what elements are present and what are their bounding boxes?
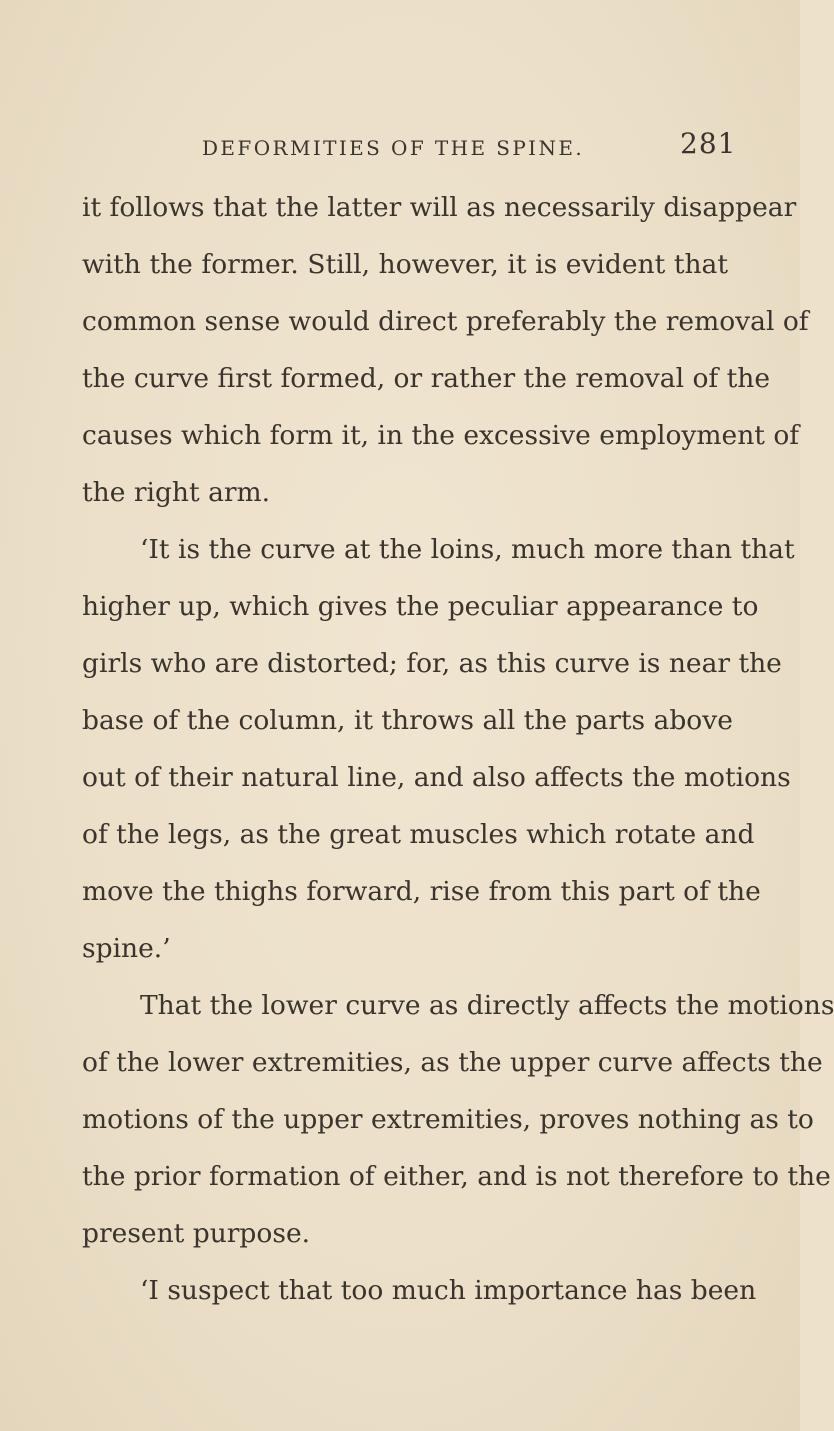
text-line: out of their natural line, and also affects the motions (82, 762, 791, 793)
text-line: That the lower curve as directly affects the motions (140, 990, 834, 1021)
page-header (0, 128, 800, 168)
text-line: it follows that the latter will as necessarily disappear (82, 192, 797, 223)
text-line: base of the column, it throws all the parts above (82, 705, 733, 736)
text-line: of the lower extremities, as the upper curve affects the (82, 1047, 823, 1078)
text-line: the curve first formed, or rather the removal of the (82, 363, 771, 394)
page-number: 281 (680, 127, 737, 160)
text-line: ‘I suspect that too much importance has been (140, 1275, 757, 1306)
text-line: with the former. Still, however, it is evident that (82, 249, 728, 280)
text-line: causes which form it, in the excessive employment of (82, 420, 800, 451)
text-line: spine.’ (82, 933, 171, 964)
text-line: move the thighs forward, rise from this part of the (82, 876, 761, 907)
text-line: motions of the upper extremities, proves nothing as to (82, 1104, 814, 1135)
text-line: present purpose. (82, 1218, 311, 1249)
running-title: DEFORMITIES OF THE SPINE. (202, 136, 585, 160)
text-line: the prior formation of either, and is not therefore to the (82, 1161, 831, 1192)
text-line: common sense would direct preferably the removal of (82, 306, 809, 337)
text-line: higher up, which gives the peculiar appearance to (82, 591, 759, 622)
text-line: the right arm. (82, 477, 271, 508)
text-line: of the legs, as the great muscles which rotate and (82, 819, 755, 850)
text-line: ‘It is the curve at the loins, much more than that (140, 534, 795, 565)
text-line: girls who are distorted; for, as this curve is near the (82, 648, 782, 679)
